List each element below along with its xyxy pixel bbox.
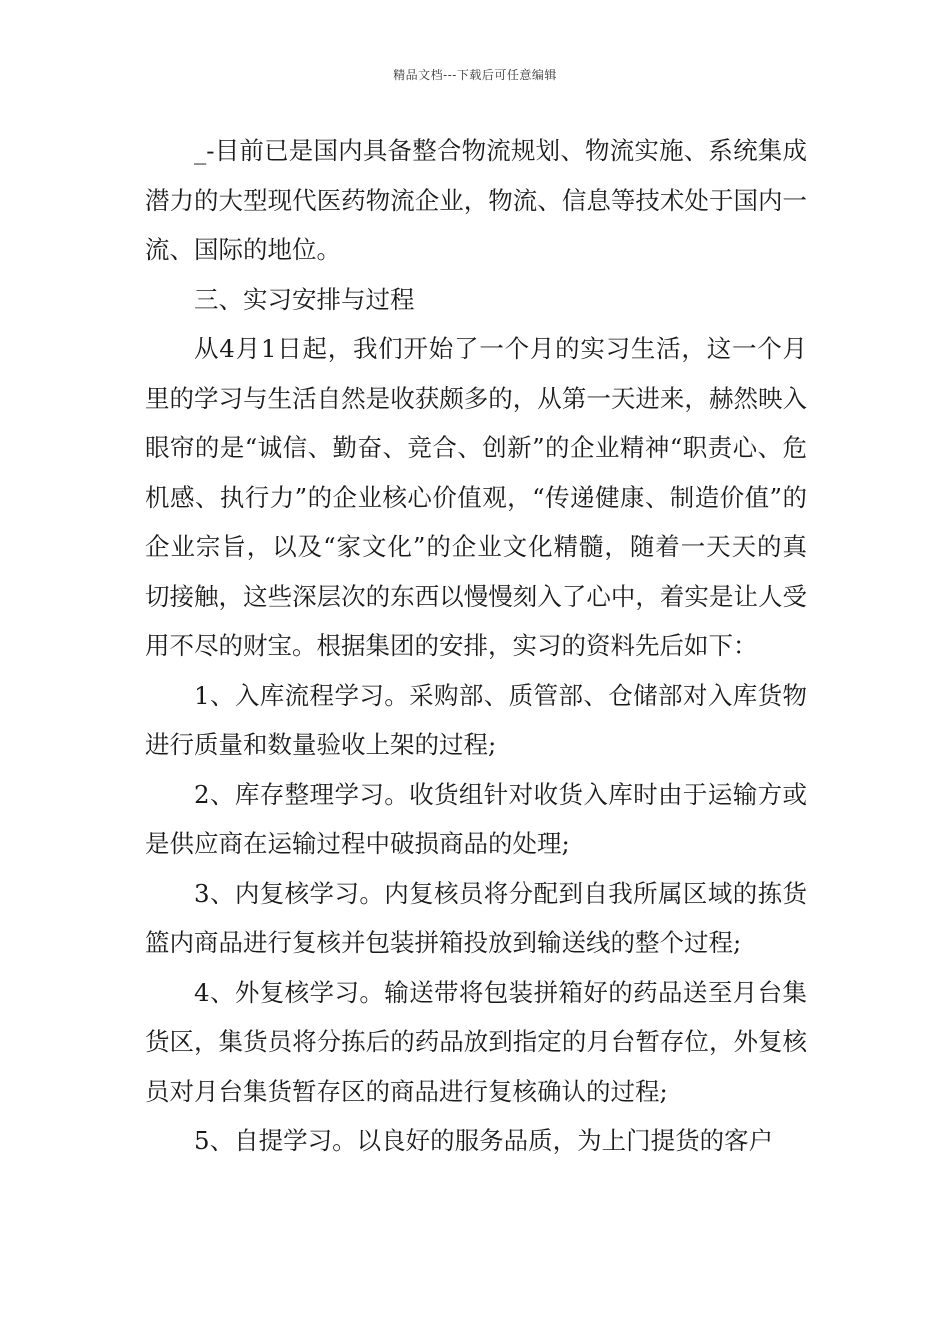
list-item-3: 3、内复核学习。内复核员将分配到自我所属区域的拣货篮内商品进行复核并包装拼箱投放到输送线的整个过程; [145, 878, 807, 957]
page-header: 精品文档---下载后可任意编辑 [393, 68, 557, 82]
section-heading: 三、实习安排与过程 [194, 284, 415, 314]
list-item-5: 5、自提学习。以良好的服务品质，为上门提货的客户 [194, 1126, 774, 1155]
list-item-1: 1、入库流程学习。采购部、质管部、仓储部对入库货物进行质量和数量验收上架的过程; [145, 680, 807, 759]
list-item-4: 4、外复核学习。输送带将包装拼箱好的药品送至月台集货区，集货员将分拣后的药品放到指定的月台暂存位，外复核员对月台集货暂存区的商品进行复核确认的过程; [145, 977, 807, 1106]
paragraph-internship-overview: 从4月1日起，我们开始了一个月的实习生活，这一个月里的学习与生活自然是收获颇多的，从第一天进来，赫然映入眼帘的是“诚信、勤奋、竞合、创新”的企业精神“职责心、危机感、执行力”的企业核心价值观，“传递健康、制造价值”的企业宗旨，以及“家文化”的企业文化精髓，随着一天天的真切接触，这些深层次的东西以慢慢刻入了心中，着实是让人受用不尽的财宝。根据集团的安排，实习的资料先后如下： [145, 334, 807, 660]
document-body [145, 126, 807, 1166]
paragraph-intro: _-目前已是国内具备整合物流规划、物流实施、系统集成潜力的大型现代医药物流企业，物流、信息等技术处于国内一流、国际的地位。 [145, 136, 807, 264]
list-item-2: 2、库存整理学习。收货组针对收货入库时由于运输方或是供应商在运输过程中破损商品的处理; [145, 779, 807, 858]
